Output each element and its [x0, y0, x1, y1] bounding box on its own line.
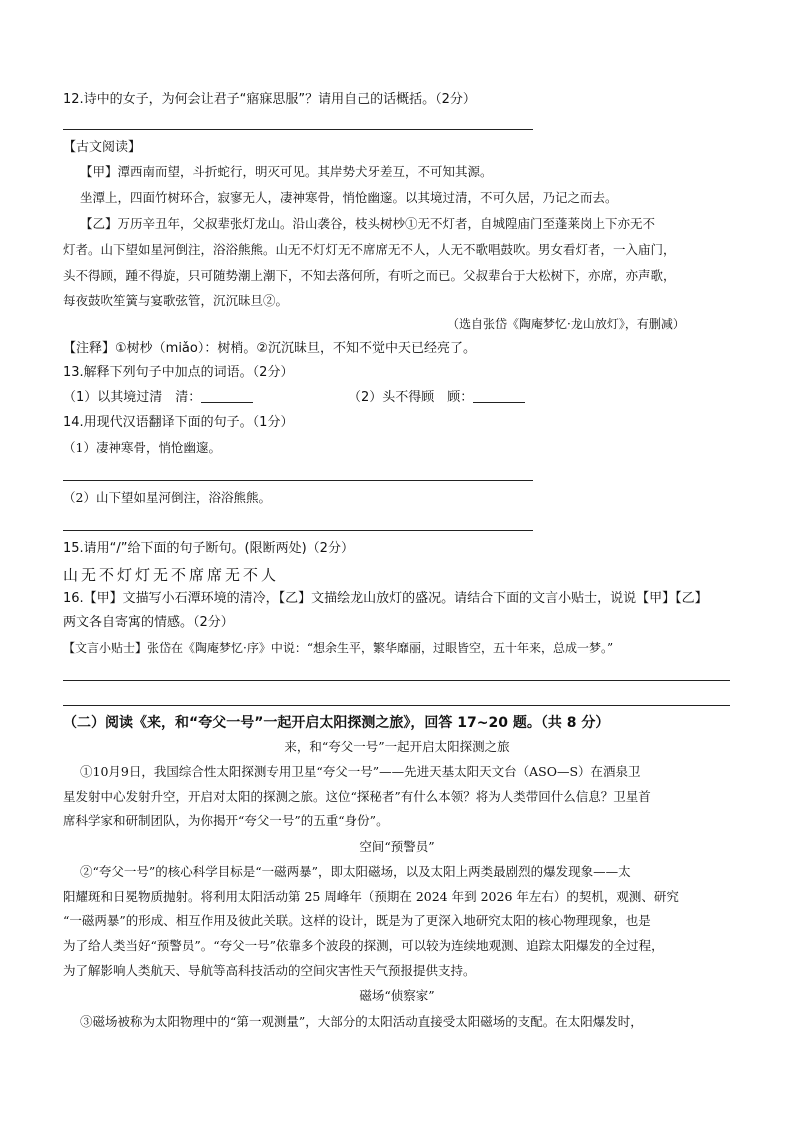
paragraph-line: “一磁两暴”的形成、相互作用及彼此关联。这样的设计，既是为了更深入地研究太阳的核心物理现象，也是: [63, 913, 651, 928]
classical-tip: 【文言小贴士】张岱在《陶庵梦忆·序》中说：“想余生平，繁华靡丽，过眼皆空，五十年来，总成一梦。”: [63, 641, 614, 655]
paragraph-line: ①10月9日，我国综合性太阳探测专用卫星“夸父一号”——先进天基太阳天文台（ASO—S）在酒泉卫: [80, 764, 641, 779]
answer-blank[interactable]: [201, 388, 253, 403]
annotations: 【注释】①树杪（miǎo）：树梢。②沉沉昧旦，不知不觉中天已经亮了。: [63, 341, 477, 356]
paragraph-line: 席科学家和研制团队，为你揭开“夸父一号”的五重“身份”。: [63, 813, 389, 828]
article-title: 来，和“夸父一号”一起开启太阳探测之旅: [284, 739, 510, 754]
answer-line[interactable]: [63, 705, 730, 706]
question-13-2: [348, 388, 525, 408]
answer-line[interactable]: [63, 530, 533, 531]
paragraph-line: 星发射中心发射升空，开启对太阳的探测之旅。这位“探秘者”有什么本领？将为人类带回什么信息？卫星首: [63, 789, 651, 804]
question-13-1: [63, 388, 253, 408]
subheading: 磁场“侦察家”: [359, 988, 435, 1003]
paragraph-line: 为了解影响人类航天、导航等高科技活动的空间灾害性天气预报提供支持。: [63, 963, 476, 978]
passage-yi-line: 头不得顾，踵不得旋，只可随势潮上潮下，不知去落何所，有听之而已。父叔辈台于大松树下，亦席，亦声歌，: [63, 268, 676, 283]
question-13-2-text: （2）头不得顾 顾：: [348, 390, 474, 405]
subheading: 空间“预警员”: [359, 839, 435, 854]
passage-jia-line: 坐潭上，四面竹树环合，寂寥无人，凄神寒骨，悄怆幽邃。以其境过清，不可久居，乃记之而去。: [80, 190, 618, 205]
section-heading: （二）阅读《来，和“夸父一号”一起开启太阳探测之旅》，回答 17~20 题。（共 8 分）: [63, 715, 610, 731]
paragraph-line: ②“夸父一号”的核心科学目标是“一磁两暴”，即太阳磁场，以及太阳上两类最剧烈的爆发现象——太: [80, 864, 631, 879]
question-12: 12.诗中的女子，为何会让君子“寤寐思服”？请用自己的话概括。（2分）: [63, 92, 476, 107]
passage-jia-line: 【甲】潭西南而望，斗折蛇行，明灭可见。其岸势犬牙差互，不可知其源。: [80, 164, 493, 179]
answer-line[interactable]: [63, 129, 533, 130]
question-14-2: （2）山下望如星河倒注，浴浴熊熊。: [63, 490, 271, 505]
question-16-cont: 两文各自寄寓的情感。（2分）: [63, 615, 234, 630]
question-15-sentence: 山无不灯灯无不席席无不人: [63, 566, 280, 584]
passage-yi-line: 每夜鼓吹笙簧与宴歌弦管，沉沉昧旦②。: [63, 293, 289, 308]
answer-line[interactable]: [63, 480, 533, 481]
paragraph-line: 阳耀斑和日冕物质抛射。将利用太阳活动第 25 周峰年（预期在 2024 年到 2026 年左右）的契机，观测、研究: [63, 889, 679, 904]
passage-source: （选自张岱《陶庵梦忆·龙山放灯》，有删减）: [447, 317, 685, 331]
paragraph-line: ③磁场被称为太阳物理中的“第一观测量”，大部分的太阳活动直接受太阳磁场的支配。在太阳爆发时，: [80, 1014, 643, 1029]
question-14: 14.用现代汉语翻译下面的句子。（1分）: [63, 415, 294, 430]
question-13-1-text: （1）以其境过清 清：: [63, 390, 202, 405]
paragraph-line: 为了给人类当好“预警员”。“夸父一号”依靠多个波段的探测，可以较为连续地观测、追踪太阳爆发的全过程，: [63, 938, 664, 953]
question-14-1: （1）凄神寒骨，悄怆幽邃。: [63, 440, 221, 455]
question-16: 16.【甲】文描写小石潭环境的清冷，【乙】文描绘龙山放灯的盛况。请结合下面的文言小贴士，说说【甲】【乙】: [63, 591, 708, 606]
answer-line[interactable]: [63, 680, 730, 681]
reading-header: 【古文阅读】: [63, 140, 142, 155]
question-15: 15.请用“/”给下面的句子断句。(限断两处)（2分）: [63, 541, 354, 556]
passage-yi-line: 【乙】万历辛丑年，父叔辈张灯龙山。沿山袭谷，枝头树杪①无不灯者，自城隍庙门至蓬莱岗上下亦无不: [80, 216, 656, 231]
question-13: 13.解释下列句子中加点的词语。（2分）: [63, 365, 294, 380]
passage-yi-line: 灯者。山下望如星河倒注，浴浴熊熊。山无不灯灯无不席席无不人，人无不歌唱鼓吹。男女看灯者，一入庙门，: [63, 242, 676, 257]
answer-blank[interactable]: [473, 388, 525, 403]
